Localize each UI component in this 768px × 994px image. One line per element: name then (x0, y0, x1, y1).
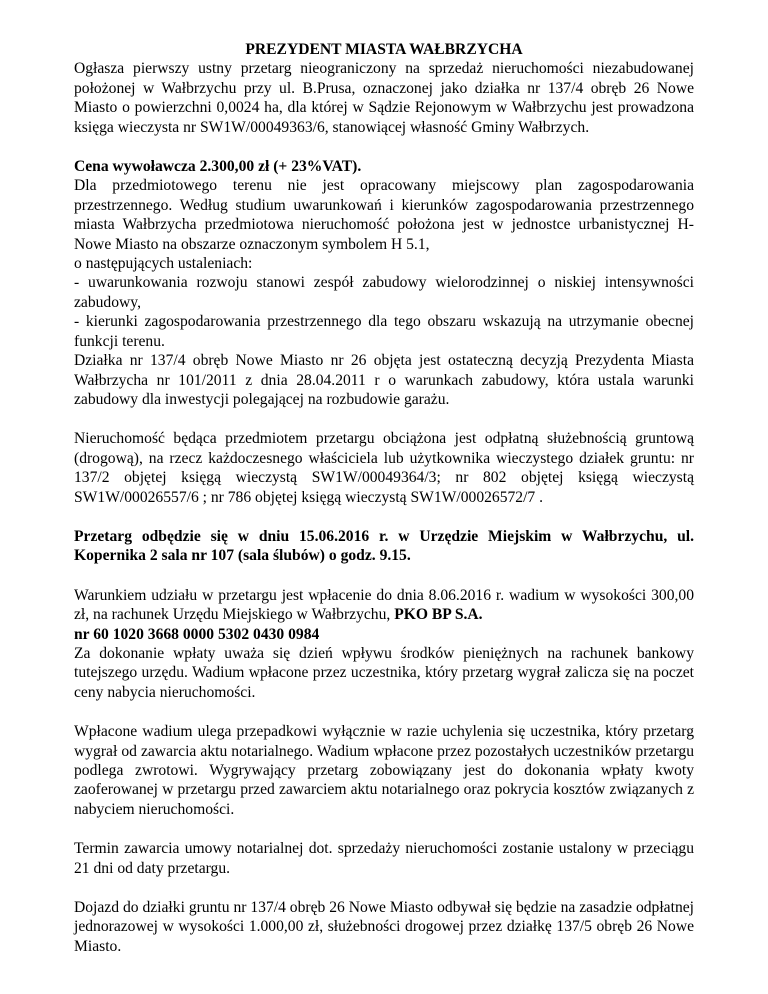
spacer (74, 878, 694, 898)
document-title: PREZYDENT MIASTA WAŁBRZYCHA (245, 41, 523, 58)
bank-name: PKO BP S.A. (394, 606, 483, 624)
deposit-paragraph (74, 586, 694, 625)
forfeit-paragraph: Wpłacone wadium ulega przepadkowi wyłącznie w razie uchylenia się uczestnika, który przetarg wygrał od zawarcia aktu notarialnego. Wadium wpłacone przez pozostałych uczestników przetargu podlega zwrotowi. Wygrywający przetarg zobowiązany jest do dokonania wpłaty kwoty zaoferowanej w przetargu przed zawarciem aktu notarialnego oraz pokrycia kosztów związanych z nabyciem nieruchomości. (74, 723, 694, 818)
spacer (74, 566, 694, 586)
bank-account: nr 60 1020 3668 0000 5302 0430 0984 (74, 625, 320, 643)
access-paragraph: Dojazd do działki gruntu nr 137/4 obręb 26 Nowe Miasto odbywał się będzie na zasadzie odpłatnej jednorazowej w wysokości 1.000,00 zł, służebności drogowej przez działkę 137/5 obręb 26 Nowe Miasto. (74, 899, 694, 955)
price-heading: Cena wywoławcza 2.300,00 zł (+ 23%VAT). (74, 158, 362, 176)
deposit-text: Warunkiem udziału w przetargu jest wpłacenie do dnia 8.06.2016 r. wadium w wysokości 300,00 zł, na rachunek Urzędu Miejskiego w Wałbrzychu, (74, 586, 694, 624)
document-page (74, 40, 694, 956)
deposit-rules-paragraph: Za dokonanie wpłaty uważa się dzień wpływu środków pieniężnych na rachunek bankowy tutejszego urzędu. Wadium wpłacone przez uczestnika, który przetarg wygrał zalicza się na poczet ceny nabycia nieruchomości. (74, 644, 694, 701)
spacer (74, 137, 694, 157)
spacer (74, 409, 694, 429)
spacer (74, 507, 694, 527)
spacer (74, 702, 694, 722)
decision-paragraph: Działka nr 137/4 obręb Nowe Miasto nr 26 objęta jest ostateczną decyzją Prezydenta Miasta Wałbrzycha nr 101/2011 z dnia 28.04.2011 r o warunkach zabudowy, która ustala warunki zabudowy dla inwestycji polegającej na rozbudowie garażu. (74, 352, 694, 408)
notary-paragraph: Termin zawarcia umowy notarialnej dot. sprzedaży nieruchomości zostanie ustalony w przeciągu 21 dni od daty przetargu. (74, 840, 694, 877)
auction-date-paragraph: Przetarg odbędzie się w dniu 15.06.2016 r. w Urzędzie Miejskim w Wałbrzychu, ul. Kopernika 2 sala nr 107 (sala ślubów) o godz. 9.15. (74, 527, 694, 565)
intro-paragraph: Ogłasza pierwszy ustny przetarg nieograniczony na sprzedaż nieruchomości niezabudowanej położonej w Wałbrzychu przy ul. B.Prusa, oznaczonej jako działka nr 137/4 obręb 26 Nowe Miasto o powierzchni 0,0024 ha, dla której w Sądzie Rejonowym w Wałbrzychu jest prowadzona księga wieczysta nr SW1W/00049363/6, stanowiącej własność Gminy Wałbrzych. (74, 60, 694, 136)
plan-paragraph: Dla przedmiotowego terenu nie jest opracowany miejscowy plan zagospodarowania przestrzennego. Według studium uwarunkowań i kierunków zagospodarowania przestrzennego miasta Wałbrzycha przedmiotowa nieruchomość położona jest w jednostce urbanistycznej H- Nowe Miasto na obszarze oznaczonym symbolem H 5.1, (74, 177, 694, 253)
easement-paragraph: Nieruchomość będąca przedmiotem przetargu obciążona jest odpłatną służebnością gruntową (drogową), na rzecz każdoczesnego właściciela lub użytkownika wieczystego działek gruntu: nr 137/2 objętej księgą wieczystą SW1W/00049364/3; nr 802 objętej księgą wieczystą SW1W/00026557/6 ; nr 786 objętej księgą wieczystą SW1W/00026572/7 . (74, 430, 694, 506)
bullet-item-2: - kierunki zagospodarowania przestrzennego dla tego obszaru wskazują na utrzymanie obecnej funkcji terenu. (74, 313, 694, 350)
spacer (74, 819, 694, 839)
bullet-item-1: - uwarunkowania rozwoju stanowi zespół zabudowy wielorodzinnej o niskiej intensywności zabudowy, (74, 274, 694, 311)
plan-paragraph-end: o następujących ustaleniach: (74, 255, 253, 273)
